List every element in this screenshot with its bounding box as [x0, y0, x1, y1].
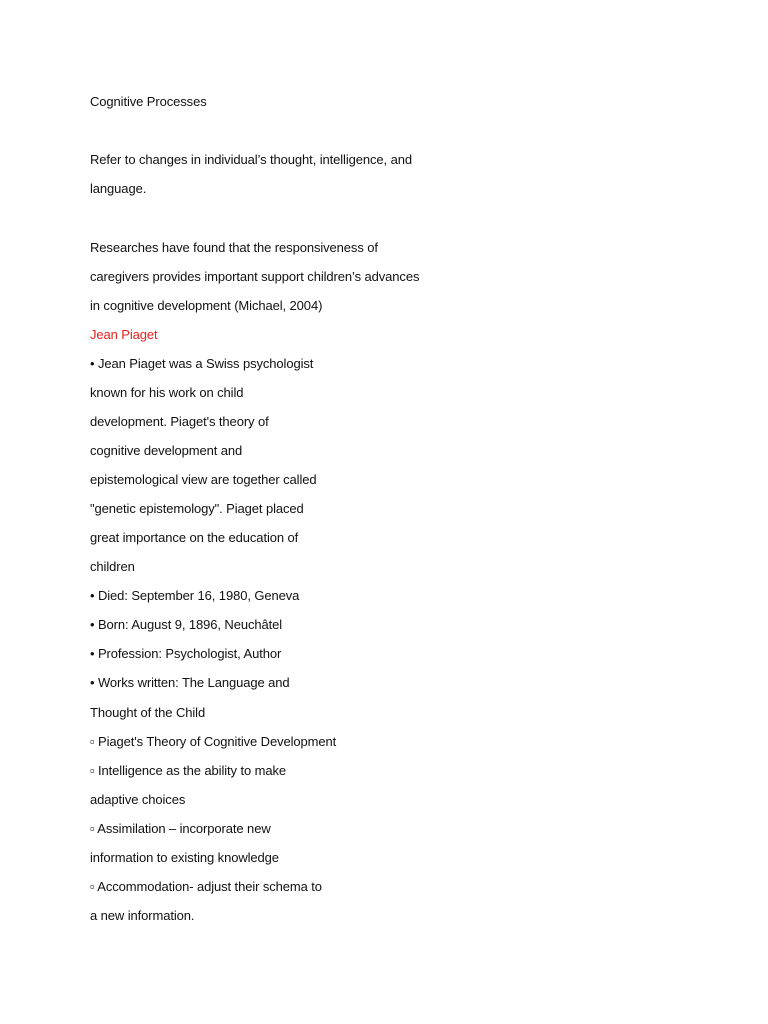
fact-works-line-2: Thought of the Child [90, 705, 206, 720]
fact-works-line-1: • Works written: The Language and [90, 675, 290, 690]
bio-line-5: epistemological view are together called [90, 472, 317, 487]
theory-line-7: a new information. [90, 908, 195, 923]
research-line-2: caregivers provides important support children’s advances [90, 269, 420, 284]
theory-line-2: ▫ Intelligence as the ability to make [90, 763, 287, 778]
definition-line-2: language. [90, 181, 147, 196]
research-line-1: Researches have found that the responsiveness of [90, 240, 378, 255]
fact-died: • Died: September 16, 1980, Geneva [90, 588, 300, 603]
definition-line-1: Refer to changes in individual’s thought, intelligence, and [90, 152, 412, 167]
fact-profession: • Profession: Psychologist, Author [90, 646, 282, 661]
bio-line-2: known for his work on child [90, 385, 244, 400]
jean-piaget-heading: Jean Piaget [90, 327, 158, 342]
theory-line-5: information to existing knowledge [90, 850, 279, 865]
bio-line-6: "genetic epistemology". Piaget placed [90, 501, 304, 516]
bio-line-1: • Jean Piaget was a Swiss psychologist [90, 356, 314, 371]
bio-line-7: great importance on the education of [90, 530, 299, 545]
research-line-3: in cognitive development (Michael, 2004) [90, 298, 323, 313]
fact-born: • Born: August 9, 1896, Neuchâtel [90, 617, 283, 632]
theory-line-1: ▫ Piaget's Theory of Cognitive Development [90, 734, 337, 749]
theory-line-4: ▫ Assimilation – incorporate new [90, 821, 271, 836]
bio-line-3: development. Piaget's theory of [90, 414, 269, 429]
theory-line-6: ▫ Accommodation- adjust their schema to [90, 879, 322, 894]
bio-line-8: children [90, 559, 135, 574]
bio-line-4: cognitive development and [90, 443, 243, 458]
theory-line-3: adaptive choices [90, 792, 186, 807]
page-title: Cognitive Processes [90, 94, 207, 109]
